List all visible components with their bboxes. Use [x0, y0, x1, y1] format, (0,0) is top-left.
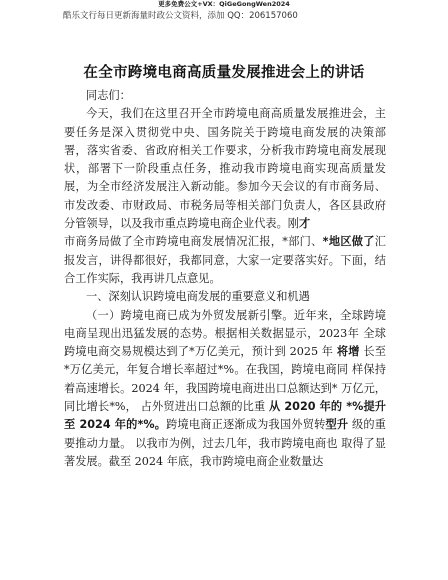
paragraph-intro — [64, 105, 386, 233]
paragraph-engine-text-b: 长至*万亿美元，年复合增长率超过*%。在我国，跨境电商同 样保持着高速增长。2024 年，我国跨境电商进出口总额达到* 万亿元，同比增长*%， 占外贸进出口总额的比重 — [64, 345, 386, 414]
paragraph-intro-text: 今天，我们在这里召开全市跨境电商高质量发展推进会，主要任务是深入贯彻党中央、国务院关于跨境电商发展的决策部署，落实省委、省政府相关工作要求，分析我市跨境电商发展现状，部署下一阶段重点任务，推动我市跨境电商实现高质量发展，为全市经济发展注入新动能。参加今天会议的有市商务局、市发改委、市财政局、市税务局等相关部门负责人，各区县政府分管领导，以及我市重点跨境电商企业代表。刚 — [64, 107, 386, 231]
paragraph-reports-text-b: 汇报发言，讲得都很好，我都同意，大家一定要落实好。下面，结合工作实际，我再讲几点意见。 — [64, 235, 386, 285]
paragraph-engine-text-c: 跨境电商正逐渐成为我国外贸转 — [166, 418, 326, 432]
paragraph-engine-text-a: （一）跨境电商已成为外贸发展新引擎。近年来，全球跨境电商呈现出迅猛发展的态势。根据相关数据显示，2023年 全球跨境电商交易规模达到了*万亿美元，预计到 2025 年 — [64, 308, 386, 359]
paragraph-engine-bold-b: 从 2020 年的 *%提升至 2024 年的*%。 — [64, 400, 386, 432]
paragraph-reports — [64, 233, 386, 288]
watermark-text: 更多免费公文+VX：QiGeGongWen2024 — [158, 0, 290, 8]
header-note: 酷乐文行每日更新海量时政公文资料，添加 QQ：206157060 — [63, 11, 298, 21]
paragraph-reports-bold: *地区做了 — [322, 235, 375, 249]
document-title: 在全市跨境电商高质量发展推进会上的讲话 — [83, 65, 365, 81]
paragraph-engine-bold-a: 将增 — [336, 345, 360, 359]
section-heading-1: 一、深刻认识跨境电商发展的重要意义和机遇 — [86, 290, 310, 304]
paragraph-engine-bold-c: 型升 — [325, 418, 349, 432]
document-body — [64, 87, 386, 471]
paragraph-reports-text-a: 市商务局做了全市跨境电商发展情况汇报，*部门、 — [64, 235, 323, 249]
salutation: 同志们： — [86, 89, 131, 102]
paragraph-engine-text-d: 级的重要推动力量。 以我市为例，过去几年，我市跨境电商也 取得了显著发展。截至 2024 年底，我市跨境电商企业数量达 — [64, 418, 386, 468]
paragraph-intro-bold: 才 — [298, 217, 311, 231]
paragraph-engine — [64, 307, 386, 472]
